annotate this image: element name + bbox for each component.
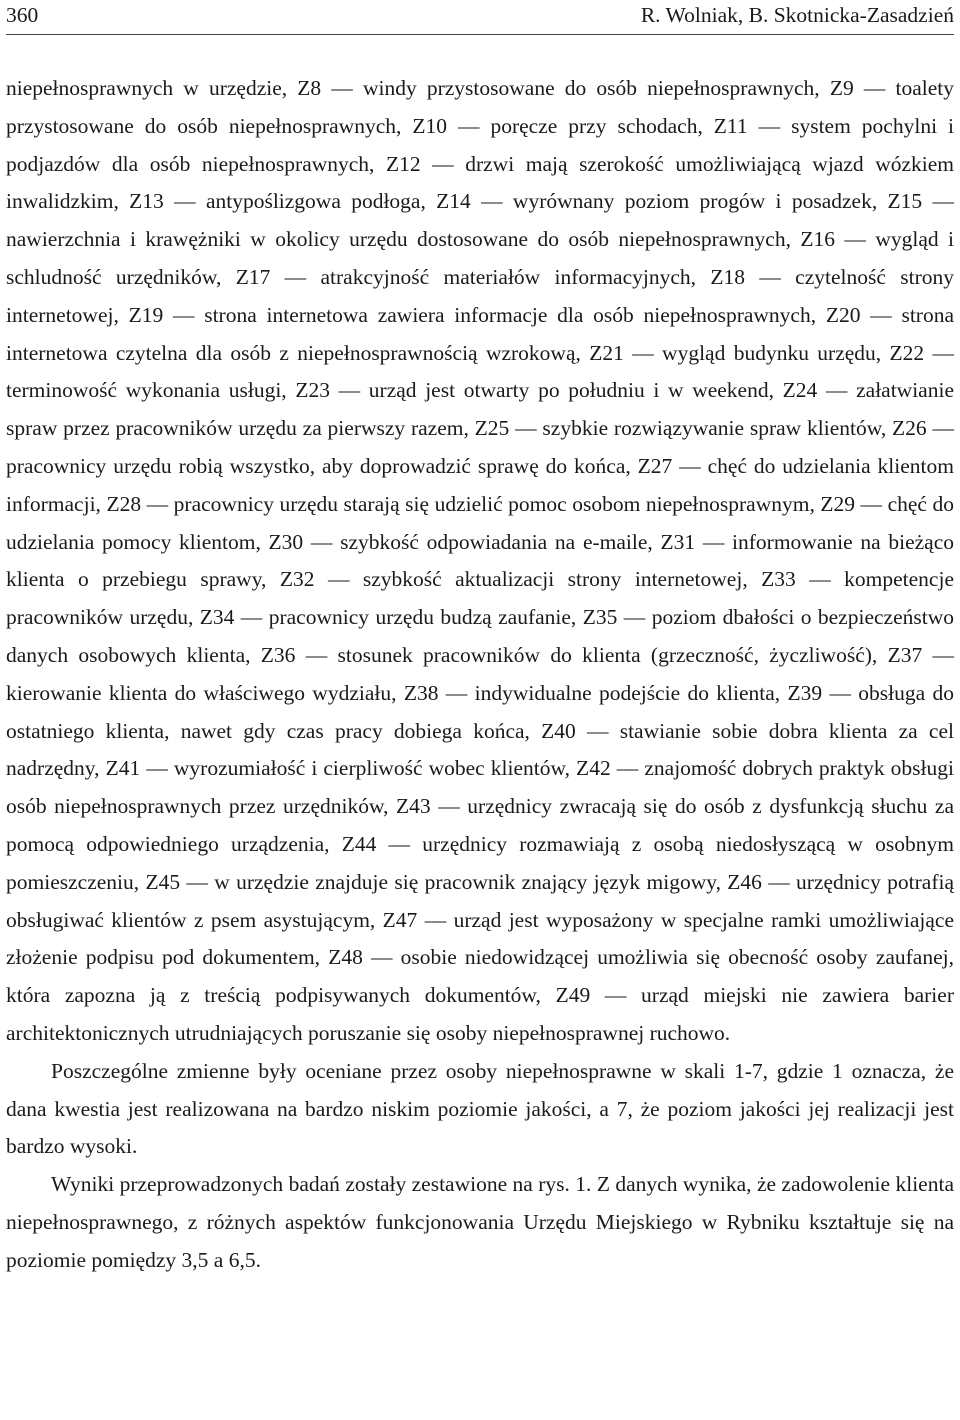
paragraph-scale-description: Poszczególne zmienne były oceniane przez osoby niepełnosprawne w skali 1-7, gdzie 1 oznacza, że dana kwestia jest realizowana na bardzo niskim poziomie jakości, a 7, że poziom jakości jej realizacji jest bardzo wysoki.: [6, 1058, 954, 1159]
header-rule: [6, 34, 954, 35]
page-number: 360: [6, 3, 39, 27]
paragraph-results: Wyniki przeprowadzonych badań zostały zestawione na rys. 1. Z danych wynika, że zadowolenie klienta niepełnosprawnego, z różnych aspektów funkcjonowania Urzędu Miejskiego w Rybniku kształtuje się na poziomie pomiędzy 3,5 a 6,5.: [6, 1172, 954, 1272]
paragraph-variable-list: niepełnosprawnych w urzędzie, Z8 — windy przystosowane do osób niepełnosprawnych, Z9 — toalety przystosowane do osób niepełnosprawnych, Z10 — poręcze przy schodach, Z11 — system pochylni i podjazdów dla osób niepełnosprawnych, Z12 — drzwi mają szerokość umożliwiającą wjazd wózkiem inwalidzkim, Z13 — antypoślizgowa podłoga, Z14 — wyrównany poziom progów i posadzek, Z15 — nawierzchnia i krawężniki w okolicy urzędu dostosowane do osób niepełnosprawnych, Z16 — wygląd i schludność urzędników, Z17 — atrakcyjność materiałów informacyjnych, Z18 — czytelność strony internetowej, Z19 — strona internetowa zawiera informacje dla osób niepełnosprawnych, Z20 — strona internetowa czytelna dla osób z niepełnosprawnością wzrokową, Z21 — wygląd budynku urzędu, Z22 — terminowość wykonania usługi, Z23 — urząd jest otwarty po południu i w weekend, Z24 — załatwianie spraw przez pracowników urzędu za pierwszy razem, Z25 — szybkie rozwiązywanie spraw klientów, Z26 — pracownicy urzędu robią wszystko, aby doprowadzić sprawę do końca, Z27 — chęć do udzielania klientom informacji, Z28 — pracownicy urzędu starają się udzielić pomoc osobom niepełnosprawnym, Z29 — chęć do udzielania pomocy klientom, Z30 — szybkość odpowiadania na e-maile, Z31 — informowanie na bieżąco klienta o przebiegu sprawy, Z32 — szybkość aktualizacji strony internetowej, Z33 — kompetencje pracowników urzędu, Z34 — pracownicy urzędu budzą zaufanie, Z35 — poziom dbałości o bezpieczeństwo danych osobowych klienta, Z36 — stosunek pracowników do klienta (grzeczność, życzliwość), Z37 — kierowanie klienta do właściwego wydziału, Z38 — indywidualne podejście do klienta, Z39 — obsługa do ostatniego klienta, nawet gdy czas pracy dobiega końca, Z40 — stawianie sobie dobra klienta za cel nadrzędny, Z41 — wyrozumiałość i cierpliwość wobec klientów, Z42 — znajomość dobrych praktyk obsługi osób niepełnosprawnych przez urzędników, Z43 — urzędnicy zwracają się do osób z dysfunkcją słuchu za pomocą odpowiedniego urządzenia, Z44 — urzędnicy rozmawiają z osobą niedosłyszącą w osobnym pomieszczeniu, Z45 — w urzędzie znajduje się pracownik znający język migowy, Z46 — urzędnicy potrafią obsługiwać klientów z psem asystującym, Z47 — urząd jest wyposażony w specjalne ramki umożliwiające złożenie podpisu pod dokumentem, Z48 — osobie niedowidzącej umożliwia się obecność osoby zaufanej, która zapozna ją z treścią podpisywanych dokumentów, Z49 — urząd miejski nie zawiera barier architektonicznych utrudniających poruszanie się osoby niepełnosprawnej ruchowo.: [6, 76, 954, 1045]
document-page: [6, 0, 954, 1280]
header-authors: R. Wolniak, B. Skotnicka-Zasadzień: [640, 3, 954, 27]
running-header: [6, 0, 954, 40]
body-text: [6, 70, 954, 1280]
